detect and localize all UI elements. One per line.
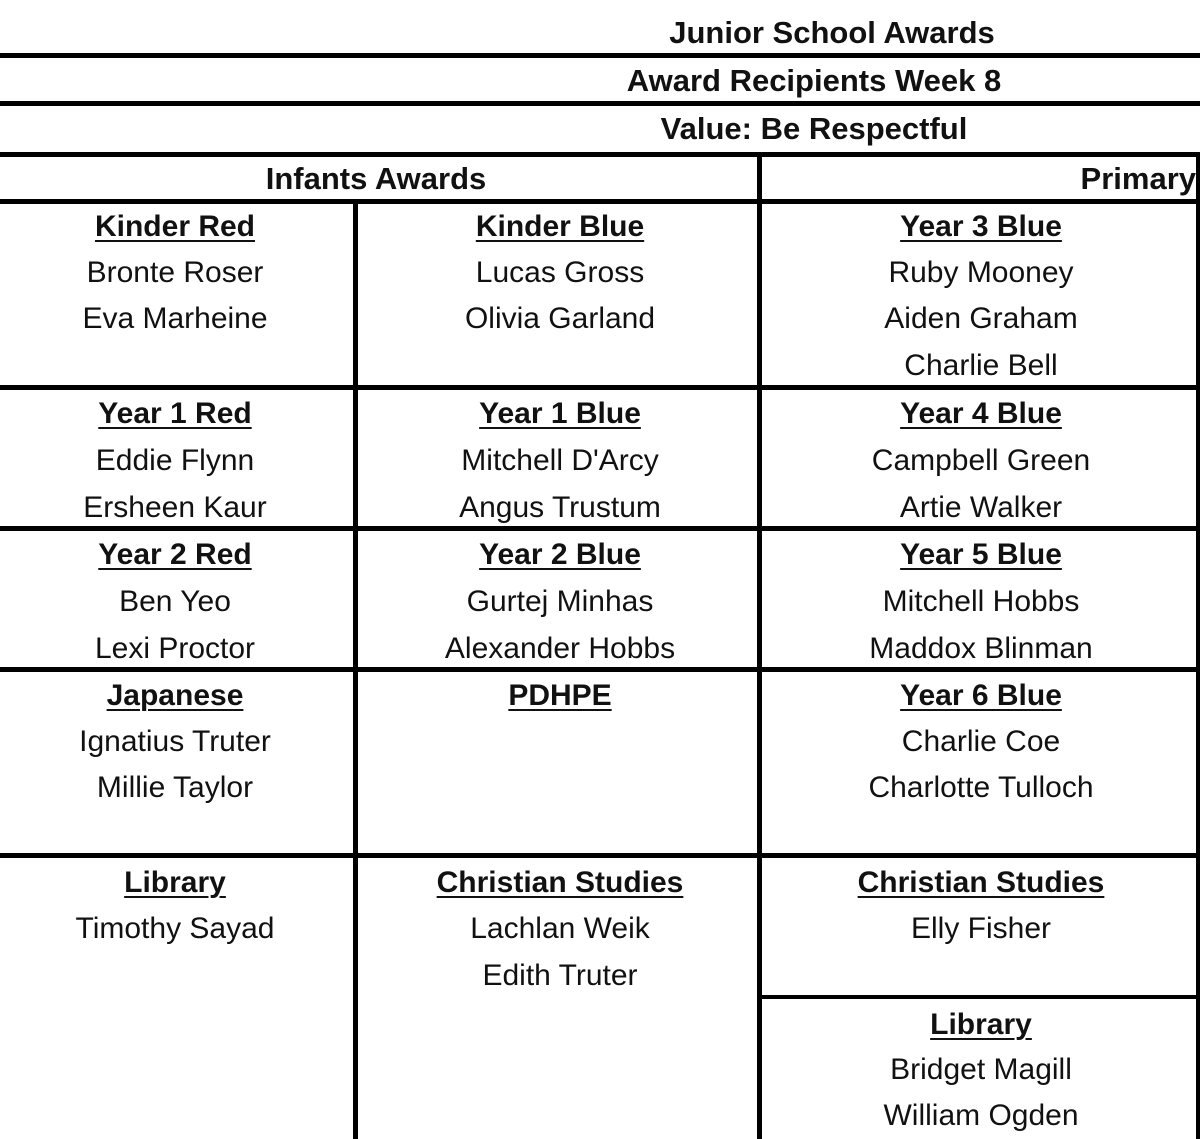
cell-heading: Year 3 Blue xyxy=(900,210,1062,243)
recipient-name: Olivia Garland xyxy=(464,302,656,335)
recipient-name: Alexander Hobbs xyxy=(444,632,676,665)
recipient-name: Millie Taylor xyxy=(96,771,254,804)
cell-heading: PDHPE xyxy=(508,679,612,712)
divider xyxy=(757,156,762,1139)
divider xyxy=(0,53,1200,58)
recipient-name: Lucas Gross xyxy=(475,256,645,289)
recipient-name: Eddie Flynn xyxy=(95,444,255,477)
section-primary: Primary xyxy=(1080,161,1196,196)
recipient-name: Charlotte Tulloch xyxy=(868,771,1094,804)
cell-heading: Kinder Blue xyxy=(475,210,645,243)
recipient-name: Timothy Sayad xyxy=(75,912,275,945)
value-line: Value: Be Respectful xyxy=(660,111,968,146)
recipient-name: Elly Fisher xyxy=(910,912,1052,945)
divider xyxy=(0,199,1200,204)
cell-heading: Year 2 Red xyxy=(98,538,252,571)
recipient-name: Aiden Graham xyxy=(884,302,1078,335)
section-infants: Infants Awards xyxy=(265,161,487,196)
recipient-name: Ruby Mooney xyxy=(888,256,1074,289)
divider xyxy=(0,667,1200,672)
cell-heading: Year 1 Red xyxy=(98,397,252,430)
divider xyxy=(1196,156,1200,1139)
cell-heading: Japanese xyxy=(106,679,244,712)
recipient-name: Ignatius Truter xyxy=(79,725,271,758)
recipient-name: Angus Trustum xyxy=(459,491,661,524)
cell-heading: Christian Studies xyxy=(857,866,1105,899)
cell-heading: Year 4 Blue xyxy=(900,397,1062,430)
cell-heading: Year 6 Blue xyxy=(900,679,1062,712)
recipient-name: Bridget Magill xyxy=(890,1053,1072,1086)
recipient-name: Bronte Roser xyxy=(86,256,264,289)
recipient-name: Mitchell D'Arcy xyxy=(461,444,659,477)
recipient-name: Eva Marheine xyxy=(82,302,268,335)
divider xyxy=(0,385,1200,390)
recipient-name: Gurtej Minhas xyxy=(466,585,654,618)
recipient-name: William Ogden xyxy=(883,1099,1079,1132)
recipient-name: Maddox Blinman xyxy=(869,632,1093,665)
divider xyxy=(0,101,1200,106)
cell-heading: Year 1 Blue xyxy=(479,397,641,430)
divider xyxy=(760,995,1200,999)
recipient-name: Charlie Coe xyxy=(901,725,1061,758)
cell-heading: Christian Studies xyxy=(436,866,684,899)
recipient-name: Ben Yeo xyxy=(119,585,231,618)
cell-heading: Kinder Red xyxy=(94,210,256,243)
cell-heading: Library xyxy=(930,1008,1032,1041)
page-title: Junior School Awards xyxy=(669,15,995,50)
recipient-name: Artie Walker xyxy=(899,491,1063,524)
divider xyxy=(0,526,1200,531)
recipient-name: Edith Truter xyxy=(482,959,638,992)
recipient-name: Lexi Proctor xyxy=(94,632,256,665)
page-subtitle: Award Recipients Week 8 xyxy=(626,63,1002,98)
recipient-name: Lachlan Weik xyxy=(470,912,650,945)
recipient-name: Charlie Bell xyxy=(904,349,1058,382)
divider xyxy=(353,203,358,1139)
cell-heading: Year 2 Blue xyxy=(479,538,641,571)
recipient-name: Ersheen Kaur xyxy=(83,491,267,524)
cell-heading: Library xyxy=(124,866,226,899)
recipient-name: Campbell Green xyxy=(871,444,1091,477)
divider xyxy=(0,853,1200,858)
divider xyxy=(0,152,1200,157)
cell-heading: Year 5 Blue xyxy=(900,538,1062,571)
recipient-name: Mitchell Hobbs xyxy=(882,585,1080,618)
